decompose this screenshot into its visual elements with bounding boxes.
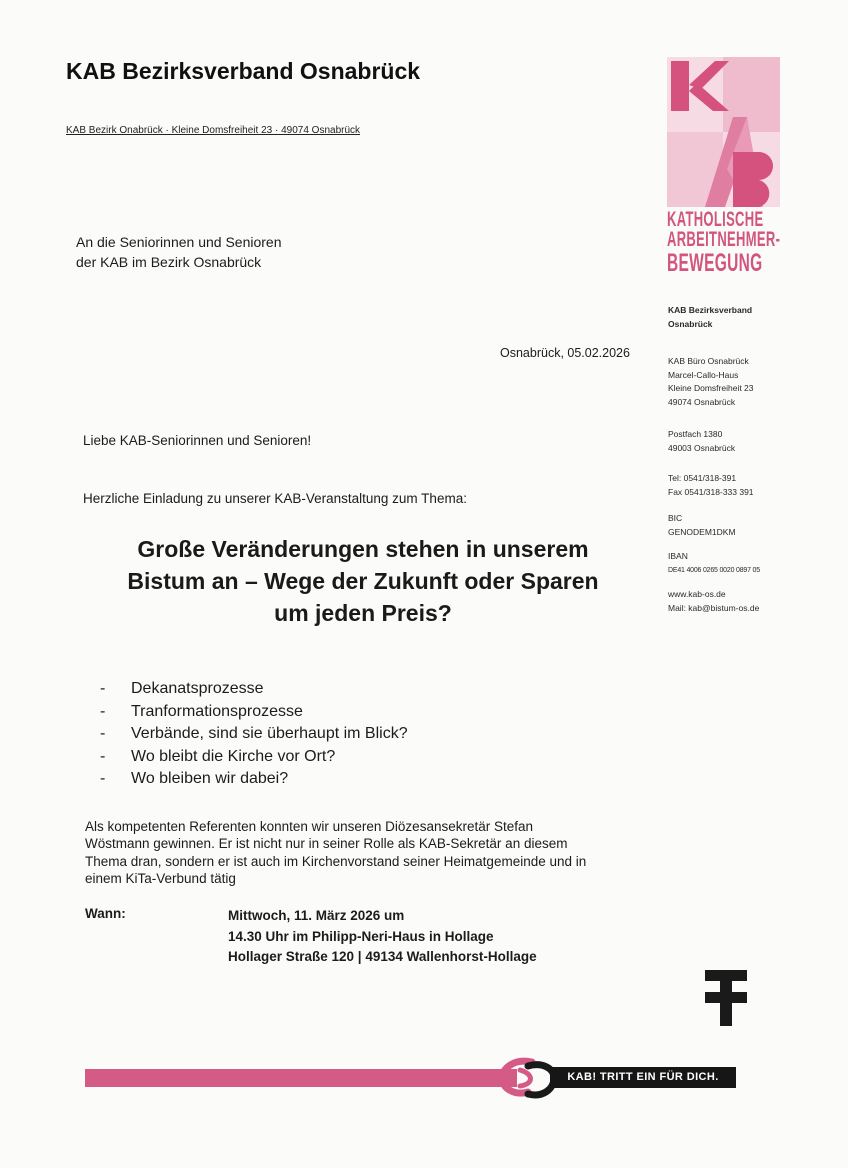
office-line-4: 49074 Osnabrück — [668, 396, 736, 407]
list-item-text: Tranformationsprozesse — [131, 702, 303, 720]
speaker-line-3: Thema dran, sondern er ist auch im Kirchenvorstand seiner Heimatgemeinde und in — [85, 853, 587, 869]
office-line-3: Kleine Domsfreiheit 23 — [668, 383, 754, 393]
sidebar-org-line-2: Osnabrück — [668, 318, 713, 329]
logo-tagline-line-3: BEWEGUNG — [667, 249, 763, 277]
knot-icon — [498, 1056, 556, 1100]
postfach-line-1: Postfach 1380 — [668, 429, 723, 439]
contact-sidebar — [668, 304, 818, 615]
headline-line-3: um jeden Preis? — [274, 600, 452, 626]
bullet-dash: - — [100, 770, 106, 787]
recipient-line-1: An die Seniorinnen und Senioren — [76, 234, 282, 250]
headline-line-2: Bistum an – Wege der Zukunft oder Sparen — [127, 568, 599, 594]
topic-list — [100, 678, 408, 791]
bic-value: GENODEM1DKM — [668, 526, 736, 537]
email: Mail: kab@bistum-os.de — [668, 602, 760, 613]
when-label: Wann: — [85, 906, 126, 921]
iban-value: DE41 4006 0265 0020 0897 05 — [668, 566, 760, 574]
list-item-text: Wo bleiben wir dabei? — [131, 770, 289, 787]
speaker-line-1: Als kompetenten Referenten konnten wir unseren Diözesansekretär Stefan — [85, 819, 534, 834]
list-item — [100, 678, 408, 701]
event-date-line: Mittwoch, 11. März 2026 um — [228, 908, 405, 923]
fax-number: Fax 0541/318-333 391 — [668, 486, 754, 497]
speaker-line-4: einem KiTa-Verbund tätig — [85, 870, 236, 886]
logo-tagline-line-1: KATHOLISCHE — [667, 208, 764, 231]
headline-line-1: Große Veränderungen stehen in unserem — [137, 536, 589, 562]
logo-tagline — [667, 210, 780, 276]
list-item-text: Dekanatsprozesse — [131, 680, 264, 697]
org-title: KAB Bezirksverband Osnabrück — [66, 58, 421, 84]
bullet-dash: - — [100, 702, 106, 720]
list-item — [100, 723, 408, 746]
website: www.kab-os.de — [668, 589, 726, 599]
letter-date: Osnabrück, 05.02.2026 — [500, 346, 630, 360]
bullet-dash: - — [100, 747, 106, 765]
event-headline — [78, 533, 648, 629]
list-item — [100, 746, 408, 769]
cross-icon — [705, 970, 747, 1026]
footer-pink-bar — [85, 1069, 517, 1087]
recipient-address — [76, 232, 282, 272]
list-item — [100, 701, 408, 724]
list-item-text: Verbände, sind sie überhaupt im Blick? — [131, 725, 408, 742]
speaker-paragraph — [85, 818, 645, 887]
postfach-line-2: 49003 Osnabrück — [668, 442, 736, 453]
bullet-dash: - — [100, 725, 106, 742]
recipient-line-2: der KAB im Bezirk Osnabrück — [76, 254, 262, 270]
intro-text: Herzliche Einladung zu unserer KAB-Veranstaltung zum Thema: — [83, 491, 467, 506]
bic-label: BIC — [668, 513, 683, 523]
logo-tagline-line-2: ARBEITNEHMER- — [667, 228, 781, 251]
footer-slogan: KAB! TRITT EIN FÜR DICH. — [550, 1067, 736, 1088]
phone-number: Tel: 0541/318-391 — [668, 473, 737, 483]
list-item-text: Wo bleibt die Kirche vor Ort? — [131, 747, 336, 765]
speaker-line-2: Wöstmann gewinnen. Er ist nicht nur in seiner Rolle als KAB-Sekretär an diesem — [85, 836, 568, 852]
bullet-dash: - — [100, 680, 106, 697]
event-details — [228, 906, 537, 968]
office-line-2: Marcel-Callo-Haus — [668, 369, 739, 380]
salutation: Liebe KAB-Seniorinnen und Senioren! — [83, 433, 312, 448]
list-item — [100, 768, 408, 791]
iban-label: IBAN — [668, 551, 688, 561]
sidebar-org-line-1: KAB Bezirksverband — [668, 305, 753, 315]
office-line-1: KAB Büro Osnabrück — [668, 356, 749, 366]
event-address-line: Hollager Straße 120 | 49134 Wallenhorst-Hollage — [228, 949, 537, 964]
event-time-place-line: 14.30 Uhr im Philipp-Neri-Haus in Hollage — [228, 928, 494, 944]
sender-address-line: KAB Bezirk Onabrück · Kleine Domsfreiheit 23 · 49074 Osnabrück — [66, 125, 361, 136]
